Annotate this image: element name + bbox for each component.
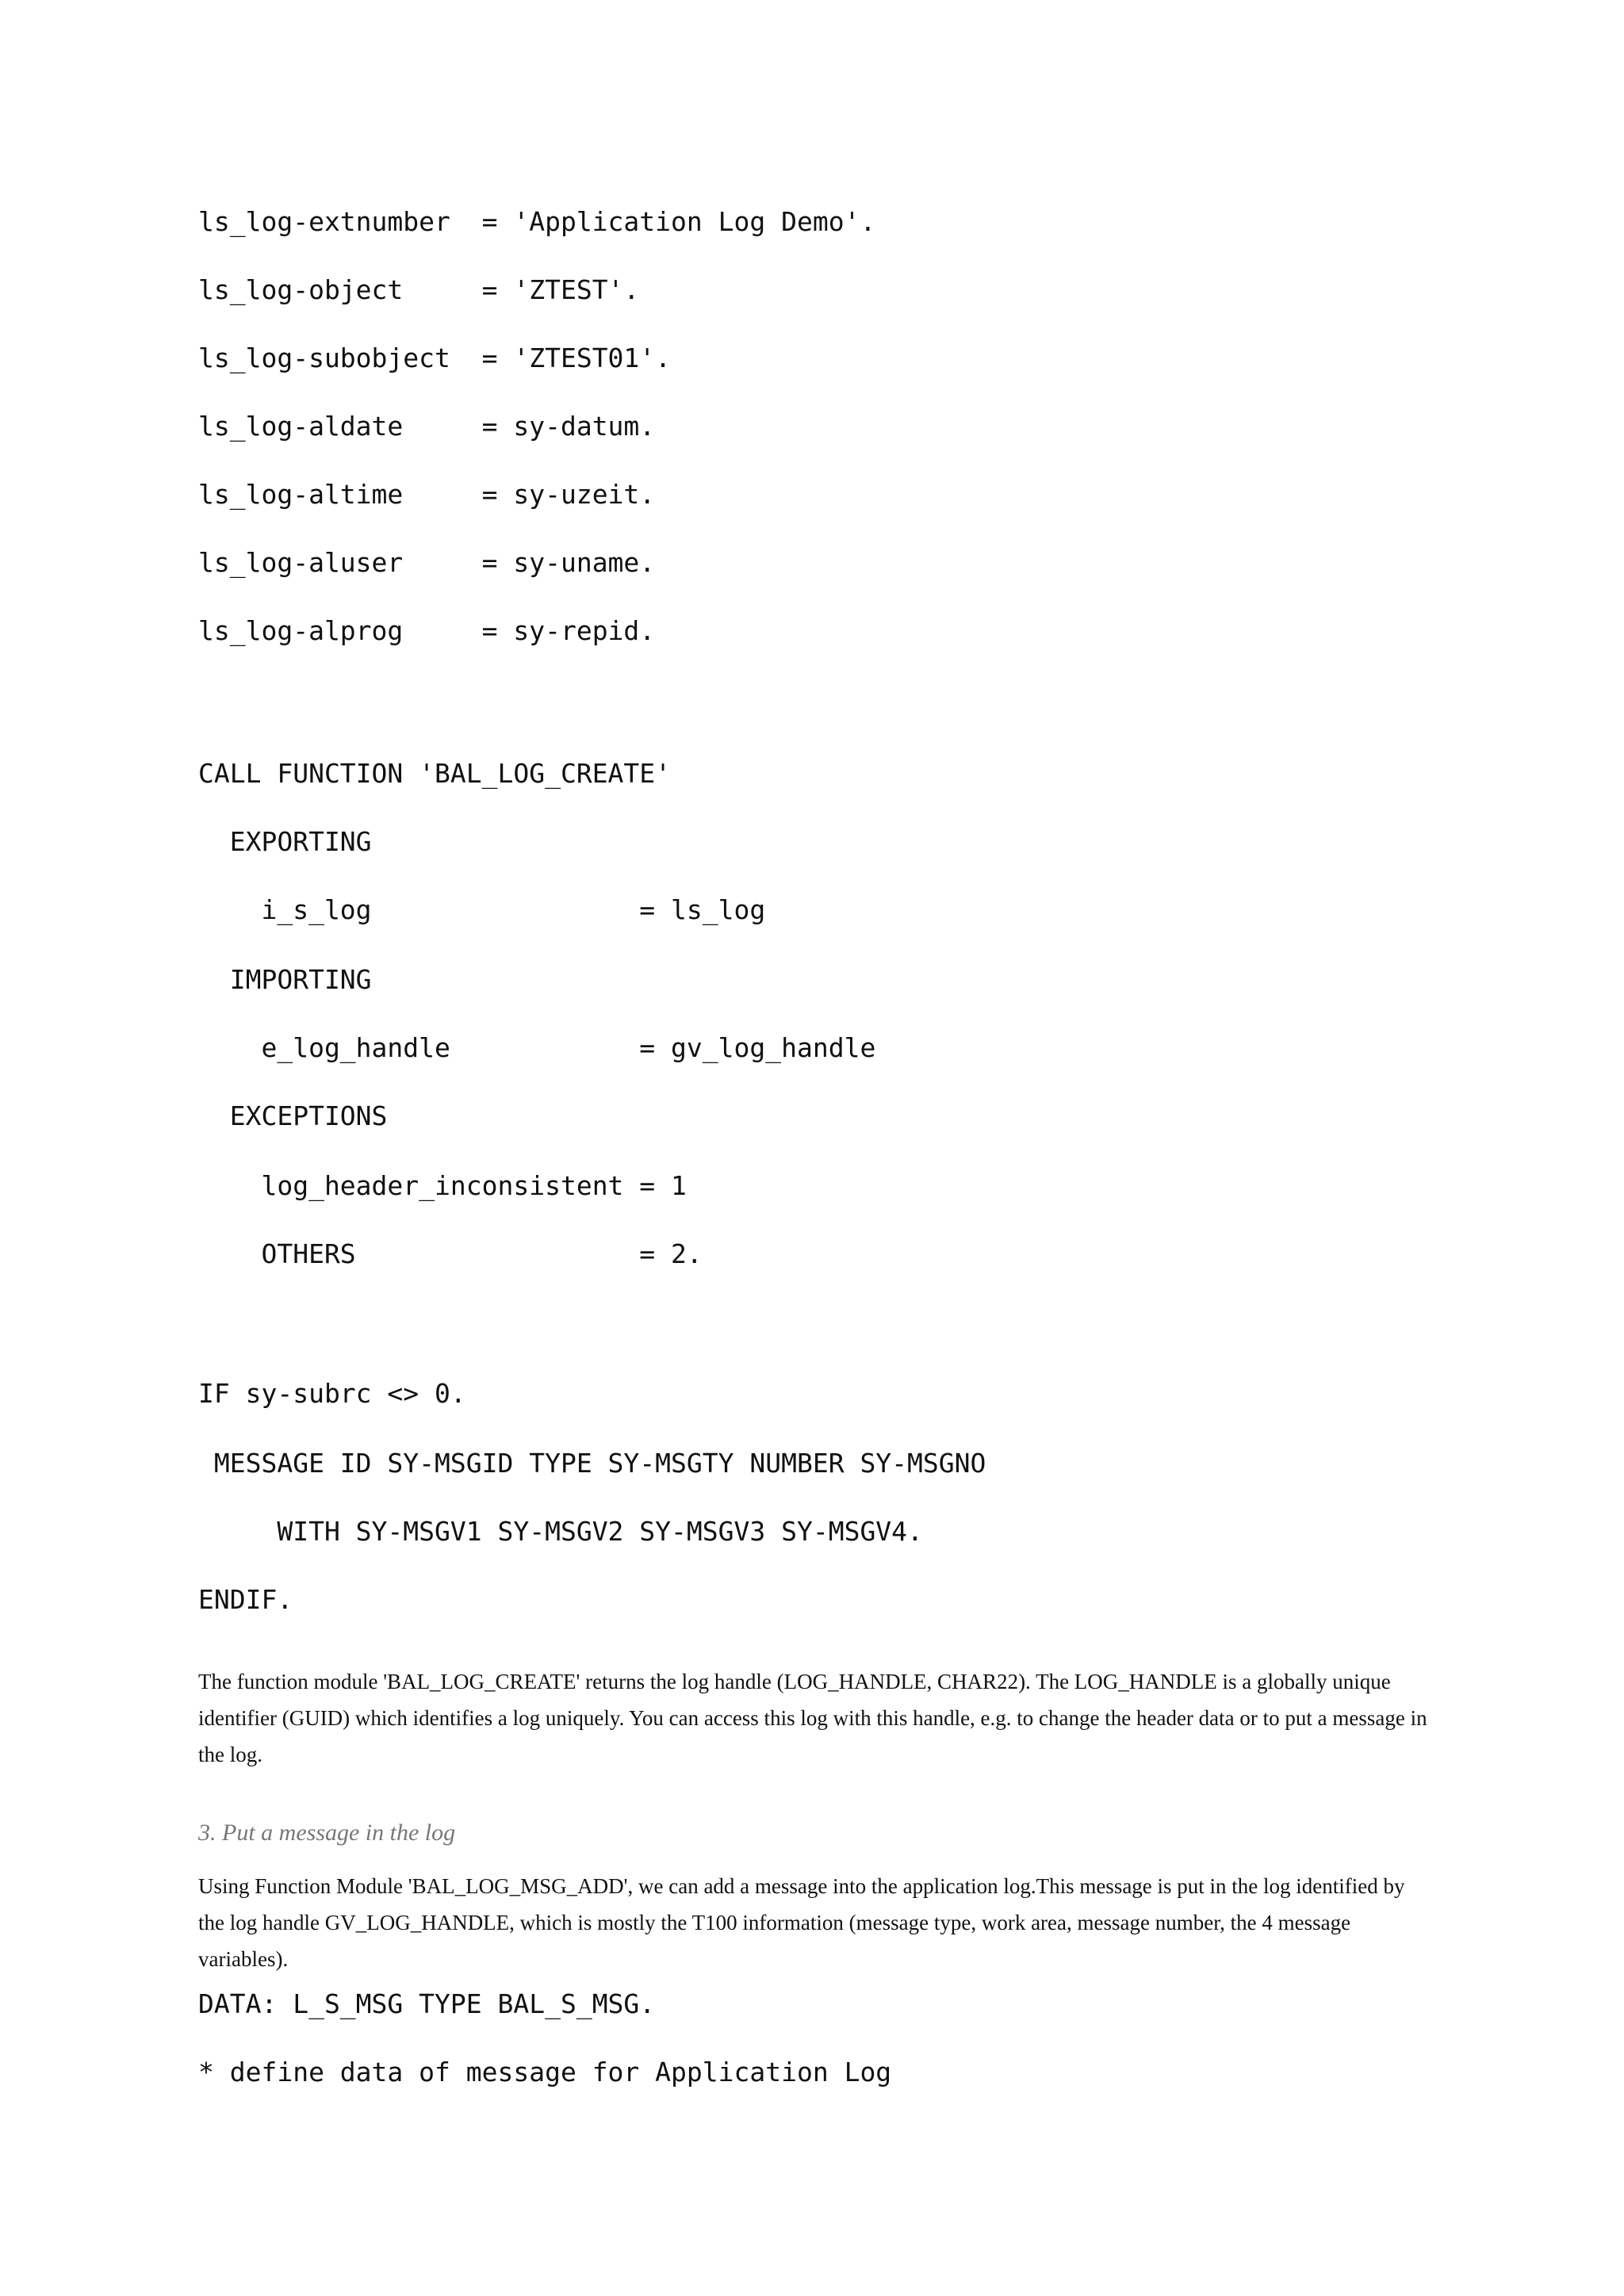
paragraph-log-handle: The function module 'BAL_LOG_CREATE' returns the log handle (LOG_HANDLE, CHAR22). The LOG_HANDLE is a globally unique identifier (GUID) which identifies a log uniquely. You can access this log with this handle, e.g. to change the header data or to put a message in the log. <box>198 1670 1427 1766</box>
code-line: ls_log-extnumber = 'Application Log Demo'. <box>198 206 876 237</box>
paragraph-msg-add: Using Function Module 'BAL_LOG_MSG_ADD', we can add a message into the application log.This message is put in the log identified by the log handle GV_LOG_HANDLE, which is mostly the T100 information (message type, work area, message number, the 4 message variables). <box>198 1874 1405 1971</box>
code-line: DATA: L_S_MSG TYPE BAL_S_MSG. <box>198 1988 656 2019</box>
section-heading: 3. Put a message in the log <box>198 1820 456 1846</box>
code-line: i_s_log = ls_log <box>198 894 766 925</box>
code-line: OTHERS = 2. <box>198 1238 703 1269</box>
code-line: ls_log-alprog = sy-repid. <box>198 615 656 646</box>
code-line: WITH SY-MSGV1 SY-MSGV2 SY-MSGV3 SY-MSGV4. <box>198 1516 923 1547</box>
code-line: e_log_handle = gv_log_handle <box>198 1032 876 1063</box>
code-line: ENDIF. <box>198 1584 293 1615</box>
code-line: CALL FUNCTION 'BAL_LOG_CREATE' <box>198 758 672 789</box>
code-line: ls_log-altime = sy-uzeit. <box>198 479 656 510</box>
code-line: EXPORTING <box>198 826 372 857</box>
code-line: ls_log-object = 'ZTEST'. <box>198 274 640 305</box>
code-line: EXCEPTIONS <box>198 1100 388 1131</box>
code-line: log_header_inconsistent = 1 <box>198 1170 687 1201</box>
code-line: ls_log-aldate = sy-datum. <box>198 411 656 442</box>
code-line: MESSAGE ID SY-MSGID TYPE SY-MSGTY NUMBER SY-MSGNO <box>198 1448 986 1479</box>
code-line: ls_log-subobject = 'ZTEST01'. <box>198 342 672 373</box>
code-line: IMPORTING <box>198 964 372 995</box>
code-line: * define data of message for Application Log <box>198 2057 892 2087</box>
code-line: IF sy-subrc <> 0. <box>198 1378 466 1409</box>
code-line: ls_log-aluser = sy-uname. <box>198 547 656 578</box>
